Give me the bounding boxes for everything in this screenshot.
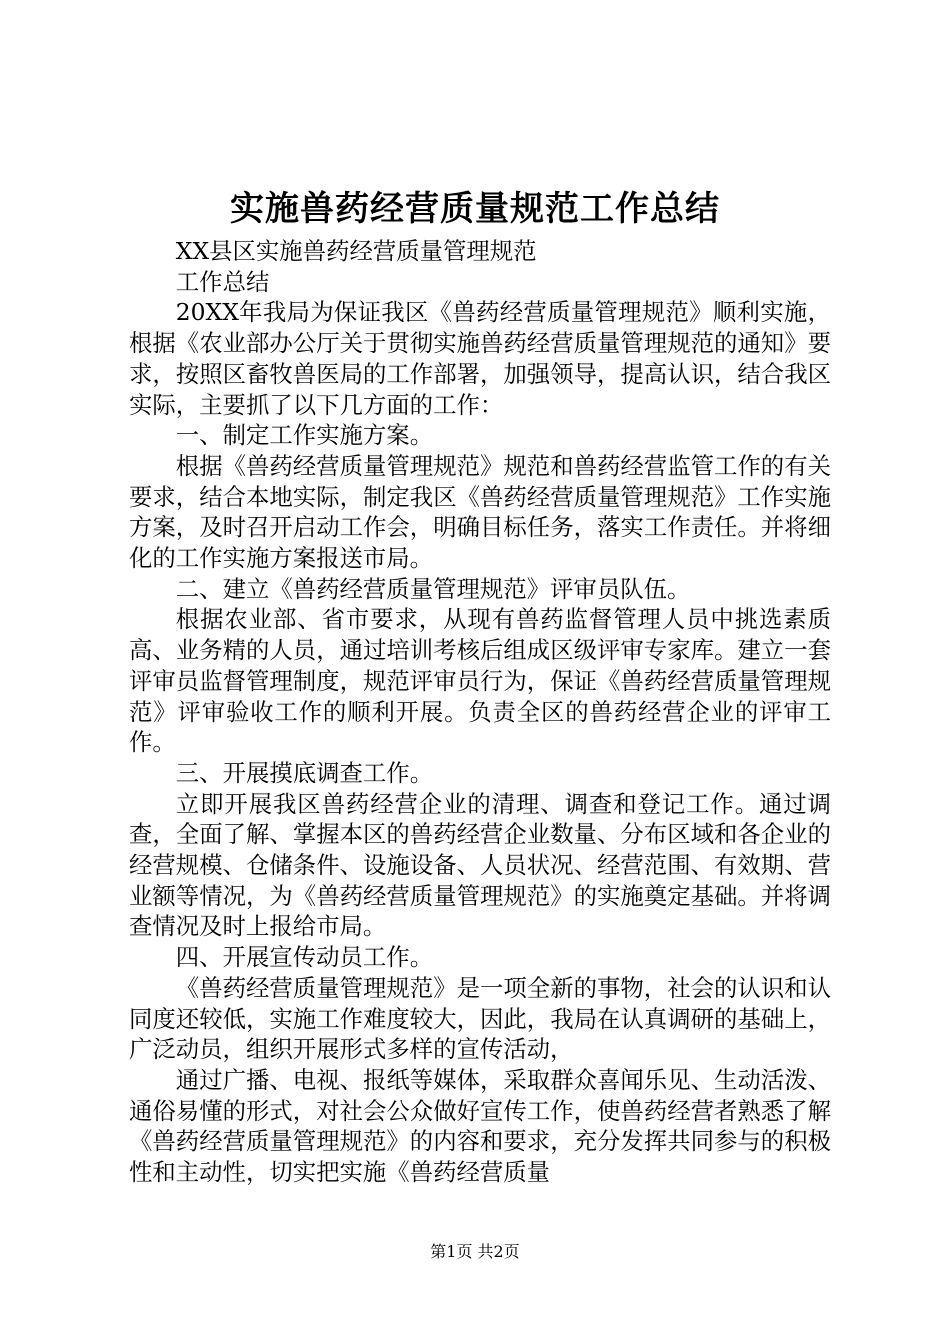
paragraph-section-3: 立即开展我区兽药经营企业的清理、调查和登记工作。通过调查，全面了解、掌握本区的兽药经营企业数量、分布区域和各企业的经营规模、仓储条件、设施设备、人员状况、经营范围、有效期、营业额等情况，为《兽药经营质量管理规范》的实施奠定基础。并将调查情况及时上报给市局。: [129, 789, 831, 941]
paragraph-subtitle-line2: 工作总结: [175, 267, 270, 296]
section-heading-4: 四、开展宣传动员工作。: [175, 943, 434, 972]
section-heading-2: 二、建立《兽药经营质量管理规范》评审员队伍。: [175, 574, 691, 603]
document-title: 实施兽药经营质量规范工作总结: [230, 189, 720, 229]
paragraph-section-1: 根据《兽药经营质量管理规范》规范和兽药经营监管工作的有关要求，结合本地实际，制定我区《兽药经营质量管理规范》工作实施方案，及时召开启动工作会，明确目标任务，落实工作责任。并将细化的工作实施方案报送市局。: [129, 451, 831, 573]
document-body: [129, 236, 831, 1188]
section-heading-3: 三、开展摸底调查工作。: [175, 758, 434, 787]
paragraph-subtitle-line1: XX县区实施兽药经营质量管理规范: [175, 237, 537, 265]
paragraph-section-2: 根据农业部、省市要求，从现有兽药监督管理人员中挑选素质高、业务精的人员，通过培训考核后组成区级评审专家库。建立一套评审员监督管理制度，规范评审员行为，保证《兽药经营质量管理规范》评审验收工作的顺利开展。负责全区的兽药经营企业的评审工作。: [129, 605, 831, 757]
page-footer: 第1页 共2页: [430, 1242, 520, 1261]
section-heading-1: 一、制定工作实施方案。: [175, 421, 434, 450]
paragraph-section-4a: 《兽药经营质量管理规范》是一项全新的事物，社会的认识和认同度还较低，实施工作难度较大，因此，我局在认真调研的基础上，广泛动员，组织开展形式多样的宣传活动，: [129, 973, 831, 1064]
paragraph-intro: 20XX年我局为保证我区《兽药经营质量管理规范》顺利实施，根据《农业部办公厅关于贯彻实施兽药经营质量管理规范的通知》要求，按照区畜牧兽医局的工作部署，加强领导，提高认识，结合我区实际，主要抓了以下几方面的工作：: [129, 298, 831, 419]
paragraph-section-4b: 通过广播、电视、报纸等媒体，采取群众喜闻乐见、生动活泼、通俗易懂的形式，对社会公众做好宣传工作，使兽药经营者熟悉了解《兽药经营质量管理规范》的内容和要求，充分发挥共同参与的积极性和主动性，切实把实施《兽药经营质量: [129, 1065, 831, 1187]
